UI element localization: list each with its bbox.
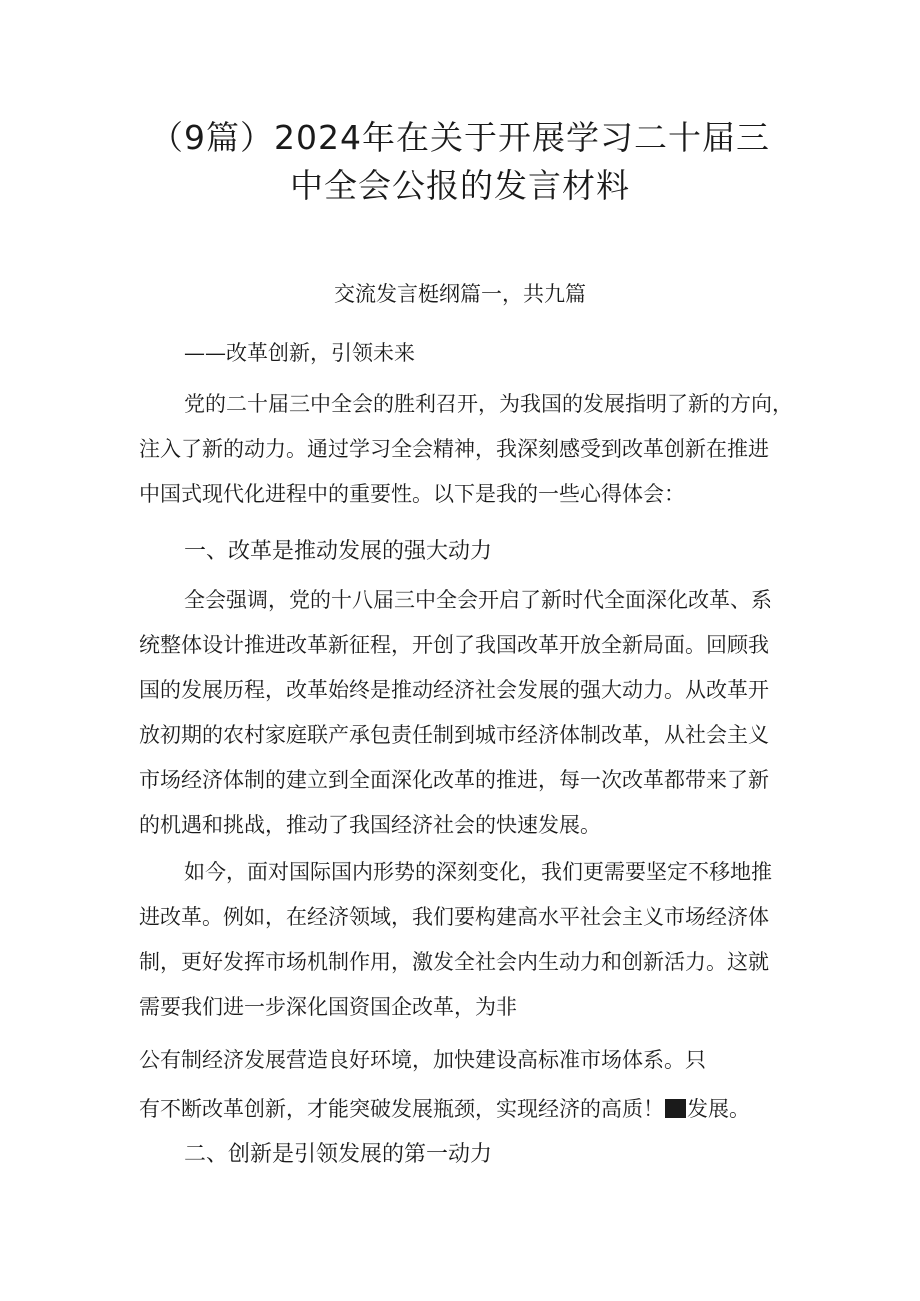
section-1-paragraph-2 [139, 850, 799, 1132]
paragraph-line-last [139, 1087, 799, 1132]
section-1-paragraph [139, 578, 799, 848]
paragraph-text: 有不断改革创新，才能突破发展瓶颈，实现经济的高质！ [139, 1097, 664, 1121]
document-title-line-1: （9篇）2024年在关于开展学习二十届三 [150, 118, 770, 157]
redaction-block-icon [665, 1099, 686, 1118]
document-title-line-2: 中全会公报的发言材料 [290, 166, 630, 205]
section-heading-1: 一、改革是推动发展的强大动力 [184, 539, 493, 564]
paragraph-line: 统整体设计推进改革新征程，开创了我国改革开放全新局面。回顾我 [139, 633, 769, 657]
paragraph-line: 公有制经济发展营造良好环境，加快建设高标准市场体系。只 [139, 1048, 706, 1072]
intro-line: 党的二十届三中全会的胜利召开，为我国的发展指明了新的方向， [184, 392, 793, 416]
intro-line: 注入了新的动力。通过学习全会精神，我深刻感受到改革创新在推进 [139, 437, 769, 461]
paragraph-line: 市场经济体制的建立到全面深化改革的推进，每一次改革都带来了新 [139, 768, 769, 792]
intro-line: 中国式现代化进程中的重要性。以下是我的一些心得体会： [139, 482, 685, 506]
paragraph-line: 如今，面对国际国内形势的深刻变化，我们更需要坚定不移地推 [184, 860, 772, 884]
paragraph-text: 发展。 [687, 1097, 750, 1121]
paragraph-line: 制，更好发挥市场机制作用，激发全社会内生动力和创新活力。这就 [139, 950, 769, 974]
paragraph-line: 放初期的农村家庭联产承包责任制到城市经济体制改革，从社会主义 [139, 723, 769, 747]
paragraph-line: 需要我们进一步深化国资国企改革，为非 [139, 995, 517, 1019]
document-subtitle: 交流发言梃纲篇一，共九篇 [334, 282, 586, 306]
section-heading-2: 二、创新是引领发展的第一动力 [184, 1142, 493, 1167]
paragraph-line: 国的发展历程，改革始终是推动经济社会发展的强大动力。从改革开 [139, 678, 769, 702]
paragraph-line: 进改革。例如，在经济领域，我们要构建高水平社会主义市场经济体 [139, 905, 769, 929]
paragraph-line: 的机遇和挑战，推动了我国经济社会的快速发展。 [139, 813, 601, 837]
document-tagline: ——改革创新，引领未来 [184, 341, 415, 365]
intro-paragraph [139, 382, 799, 517]
paragraph-line: 全会强调，党的十八届三中全会开启了新时代全面深化改革、系 [184, 588, 772, 612]
